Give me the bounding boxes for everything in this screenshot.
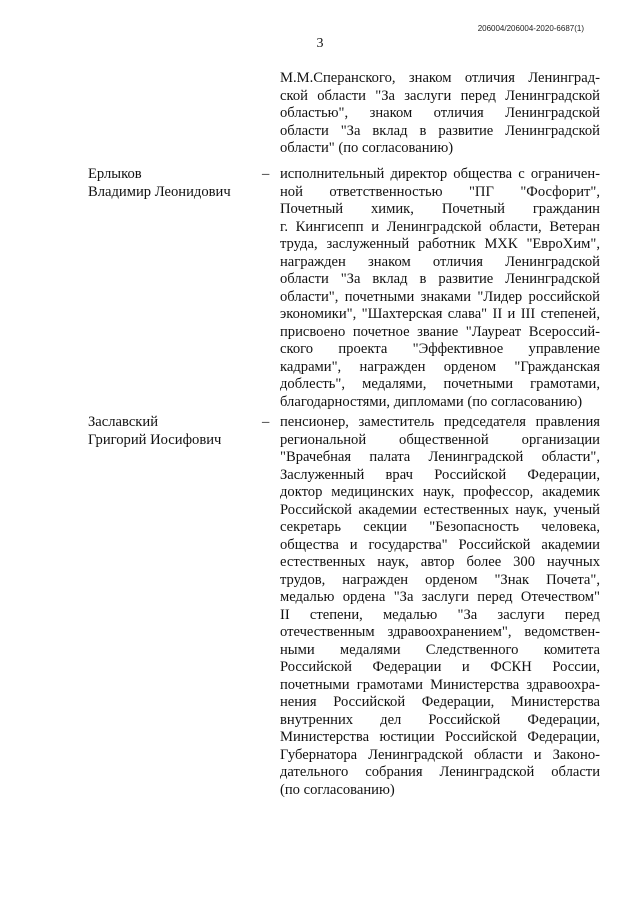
text-line: пенсионер, заместитель председателя правления bbox=[280, 414, 600, 430]
text-line: ной ответственностью "ПГ "Фосфорит", bbox=[280, 183, 600, 200]
person-given-names: Владимир Леонидович bbox=[88, 183, 231, 200]
text-line: Министерства юстиции Российской Федерации, bbox=[280, 729, 600, 745]
person-description bbox=[280, 166, 600, 411]
text-line: области", почетными знаками "Лидер российской bbox=[280, 288, 600, 305]
text-line: г. Кингисепп и Ленинградской области, Ветеран bbox=[280, 218, 600, 235]
text-line: доктор медицинских наук, профессор, академик bbox=[280, 484, 600, 500]
text-line: естественных наук, автор более 300 научных bbox=[280, 554, 600, 570]
text-line: награжден знаком отличия Ленинградской bbox=[280, 253, 600, 270]
person-name bbox=[88, 166, 258, 201]
person-given-names: Григорий Иосифович bbox=[88, 431, 222, 448]
entry-dash: – bbox=[262, 414, 270, 430]
text-line: "Врачебная палата Ленинградской области", bbox=[280, 449, 600, 465]
text-line: исполнительный директор общества с ограничен- bbox=[280, 166, 600, 182]
text-line: трудов, награжден орденом "Знак Почета", bbox=[280, 571, 600, 588]
document-number: 206004/206004-2020-6687(1) bbox=[477, 24, 584, 33]
person-surname: Ерлыков bbox=[88, 166, 142, 182]
person-description bbox=[280, 414, 600, 799]
text-line: ской области "За заслуги перед Ленинградской bbox=[280, 87, 600, 104]
text-line: почетными грамотами Министерства здравоохра- bbox=[280, 676, 600, 693]
text-line: присвоено почетное звание "Лауреат Всероссий- bbox=[280, 323, 600, 340]
text-line: нения Российской Федерации, Министерства bbox=[280, 694, 600, 710]
text-line: благодарностями, дипломами (по согласованию) bbox=[280, 393, 583, 410]
text-line: М.М.Сперанского, знаком отличия Ленинград- bbox=[280, 70, 600, 86]
text-line: отечественным здравоохранением", ведомствен- bbox=[280, 624, 600, 640]
text-line: ными медалями Следственного комитета bbox=[280, 641, 600, 658]
entry-dash: – bbox=[262, 166, 270, 182]
continuation-text bbox=[280, 70, 600, 158]
text-line: доблесть", медалями, почетными грамотами, bbox=[280, 376, 600, 392]
text-line: Российской академии естественных наук, ученый bbox=[280, 501, 600, 518]
text-line: ского проекта "Эффективное управление bbox=[280, 341, 600, 357]
text-line: II степени, медалью "За заслуги перед bbox=[280, 606, 600, 623]
text-line: региональной общественной организации bbox=[280, 431, 600, 448]
text-line: области "За вклад в развитие Ленинградской bbox=[280, 271, 600, 287]
person-name bbox=[88, 414, 258, 449]
text-line: экономики", "Шахтерская слава" II и III степеней, bbox=[280, 306, 600, 322]
text-line: Российской Федерации и ФСКН России, bbox=[280, 659, 600, 675]
text-line: внутренних дел Российской Федерации, bbox=[280, 711, 600, 728]
text-line: области" (по согласованию) bbox=[280, 140, 454, 156]
text-line: дательного собрания Ленинградской области bbox=[280, 764, 600, 780]
text-line: областью", знаком отличия Ленинградской bbox=[280, 105, 600, 121]
text-line: Губернатора Ленинградской области и Законо- bbox=[280, 746, 600, 763]
person-surname: Заславский bbox=[88, 414, 159, 430]
text-line: области "За вклад в развитие Ленинградской bbox=[280, 122, 600, 139]
text-line: секретарь секции "Безопасность человека, bbox=[280, 519, 600, 535]
text-line: Почетный химик, Почетный гражданин bbox=[280, 201, 600, 217]
text-line: общества и государства" Российской академии bbox=[280, 536, 600, 553]
page-number: 3 bbox=[316, 36, 324, 51]
text-line: Заслуженный врач Российской Федерации, bbox=[280, 466, 600, 483]
text-line: труда, заслуженный работник МХК "ЕвроХим", bbox=[280, 236, 600, 252]
text-line: (по согласованию) bbox=[280, 781, 395, 798]
text-line: кадрами", награжден орденом "Гражданская bbox=[280, 358, 600, 375]
text-line: медалью ордена "За заслуги перед Отечеством" bbox=[280, 589, 600, 605]
